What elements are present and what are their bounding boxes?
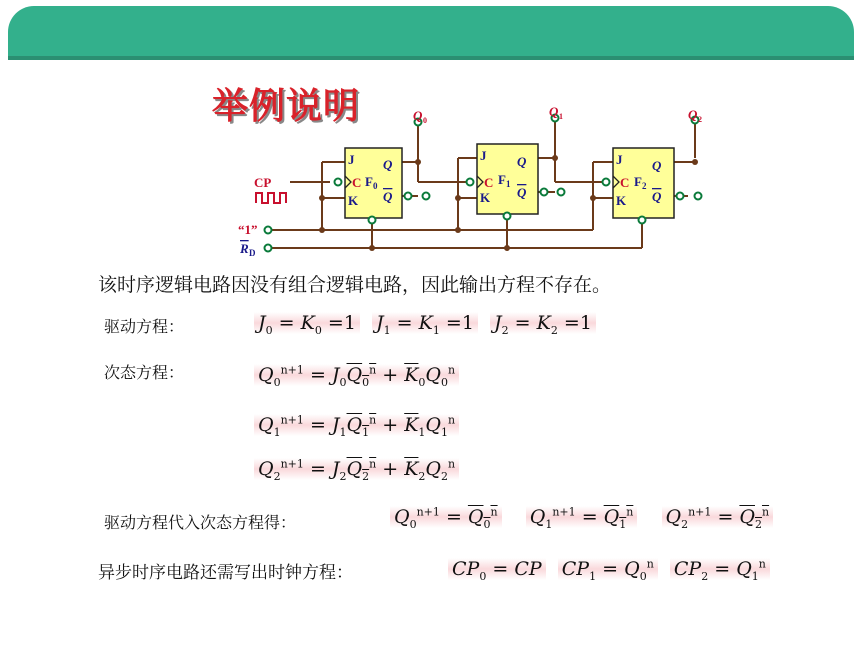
substituted-equations: $Q_0^{n+1} = Q_0^n$ $Q_1^{n+1} = Q_1^n$ $Q_2^{n+1} = Q_2^n$ [390, 506, 773, 531]
svg-text:Q: Q [383, 157, 393, 172]
svg-text:0: 0 [373, 181, 378, 191]
clock-label: 异步时序电路还需写出时钟方程： [98, 563, 353, 583]
svg-text:1: 1 [506, 179, 511, 189]
next-state-eq-q0: $Q_0^{n+1} = J_0Q_0^n + \overline{K}_0Q_0^n$ [254, 364, 459, 389]
clock-pulse-icon [256, 193, 286, 203]
drive-equations: $J_0 = K_0 =1$ $J_1 = K_1 =1$ $J_2 = K_2 =1$ [254, 312, 596, 337]
svg-text:F: F [498, 172, 506, 187]
svg-text:2: 2 [698, 115, 702, 124]
drive-label: 驱动方程： [104, 317, 185, 336]
svg-text:1: 1 [559, 112, 563, 121]
svg-text:C: C [620, 175, 630, 190]
circuit-diagram [230, 100, 720, 260]
rd-label: R [240, 241, 249, 256]
svg-text:K: K [348, 193, 359, 208]
substitute-label: 驱动方程代入次态方程得： [104, 513, 297, 532]
svg-text:Q: Q [517, 154, 527, 169]
next-state-eq-q2: $Q_2^{n+1} = J_2Q_2^n + \overline{K}_2Q_2^n$ [254, 458, 459, 483]
svg-text:2: 2 [642, 181, 647, 191]
next-state-eq-q1: $Q_1^{n+1} = J_1Q_1^n + \overline{K}_1Q_1^n$ [254, 414, 459, 439]
q2-output-label: Q [688, 107, 698, 122]
clock-equations: $CP_0$ = CP $CP_1 = Q_0^n$ $CP_2 = Q_1^n$ [448, 558, 770, 583]
svg-text:Q: Q [652, 189, 662, 204]
svg-text:K: K [616, 193, 627, 208]
svg-text:Q: Q [517, 185, 527, 200]
svg-text:J: J [480, 148, 487, 163]
svg-text:J: J [348, 152, 355, 167]
page-title: 举例说明 [212, 86, 361, 127]
one-label: “1” [238, 222, 258, 237]
next-state-label: 次态方程： [104, 363, 185, 382]
svg-text:K: K [480, 190, 491, 205]
svg-text:Q: Q [652, 158, 662, 173]
q0-output-label: Q [413, 108, 423, 123]
svg-text:C: C [484, 175, 494, 190]
svg-text:F: F [365, 174, 373, 189]
svg-text:Q: Q [383, 189, 393, 204]
svg-text:J: J [616, 152, 623, 167]
statement-text: 该时序逻辑电路因没有组合逻辑电路，因此输出方程不存在。 [98, 274, 612, 296]
header-underline [8, 56, 854, 60]
header-bar [8, 6, 854, 58]
q1-output-label: Q [549, 104, 559, 119]
rd-sub: D [249, 248, 256, 258]
svg-text:F: F [634, 174, 642, 189]
svg-text:0: 0 [423, 116, 427, 125]
cp-label: CP [254, 175, 272, 190]
svg-text:C: C [352, 175, 362, 190]
